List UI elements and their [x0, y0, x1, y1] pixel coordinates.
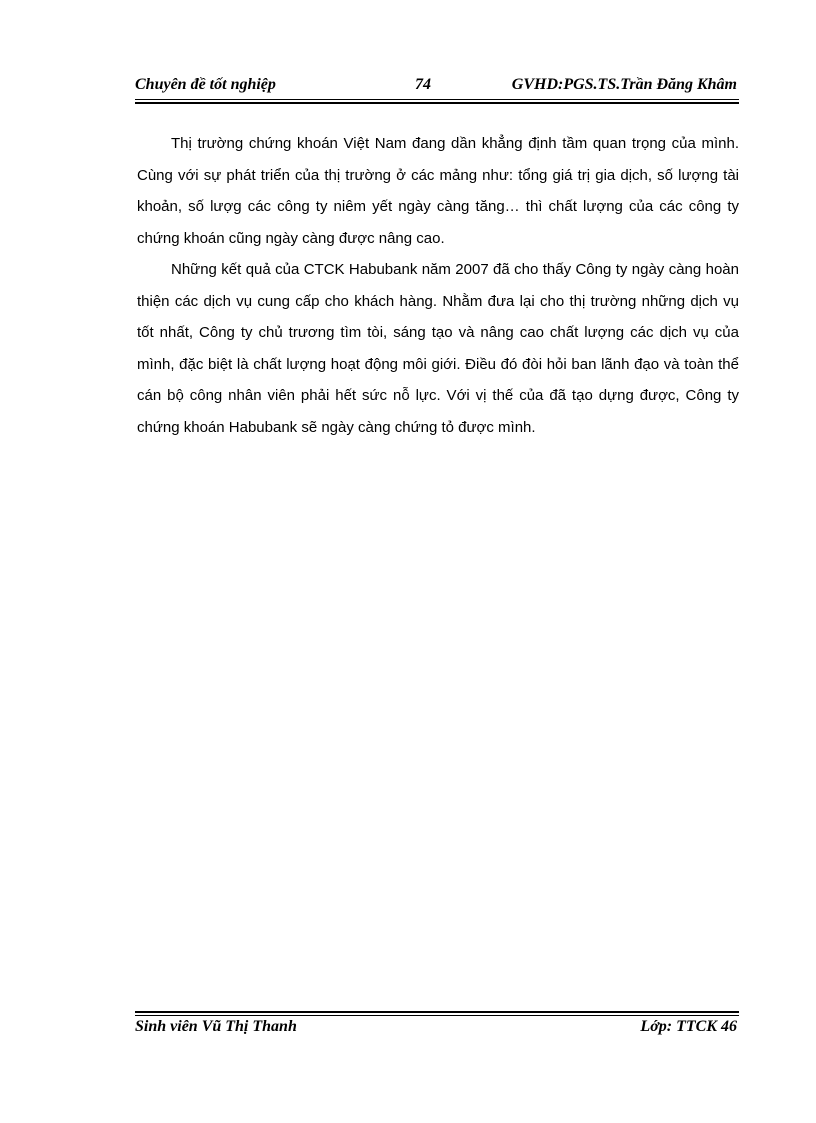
advisor-name: GVHD:PGS.TS.Trần Đăng Khâm	[511, 76, 737, 93]
paragraph: Thị trường chứng khoán Việt Nam đang dần khẳng định tầm quan trọng của mình. Cùng với sự phát triển của thị trường ở các mảng như: tổng giá trị gia dịch, số lượng tài khoản, số lượg các công ty niêm yết ngày càng tăng… thì chất lượng của các công ty chứng khoán cũng ngày càng được nâng cao.	[137, 135, 739, 247]
footer-rule-thick	[135, 1011, 739, 1013]
footer-rule-thin	[135, 1015, 739, 1016]
paragraph: Những kết quả của CTCK Habubank năm 2007 đã cho thấy Công ty ngày càng hoàn thiện các dịch vụ cung cấp cho khách hàng. Nhằm đưa lại cho thị trường những dịch vụ tốt nhất, Công ty chủ trương tìm tòi, sáng tạo và nâng cao chất lượng các dịch vụ của mình, đặc biệt là chất lượng hoạt động môi giới. Điều đó đòi hỏi ban lãnh đạo và toàn thể cán bộ công nhân viên phải hết sức nỗ lực. Với vị thế của đã tạo dựng được, Công ty chứng khoán Habubank sẽ ngày càng chứng tỏ được mình.	[137, 261, 739, 436]
page-footer	[135, 1018, 737, 1040]
class-name: Lớp: TTCK 46	[640, 1018, 737, 1035]
document-body	[137, 128, 739, 443]
page-number: 74	[415, 76, 431, 93]
header-rule-thick	[135, 102, 739, 104]
student-name: Sinh viên Vũ Thị Thanh	[135, 1018, 297, 1035]
document-title: Chuyên đề tốt nghiệp	[135, 76, 276, 93]
page-header	[135, 76, 737, 98]
header-rule-thin	[135, 99, 739, 100]
